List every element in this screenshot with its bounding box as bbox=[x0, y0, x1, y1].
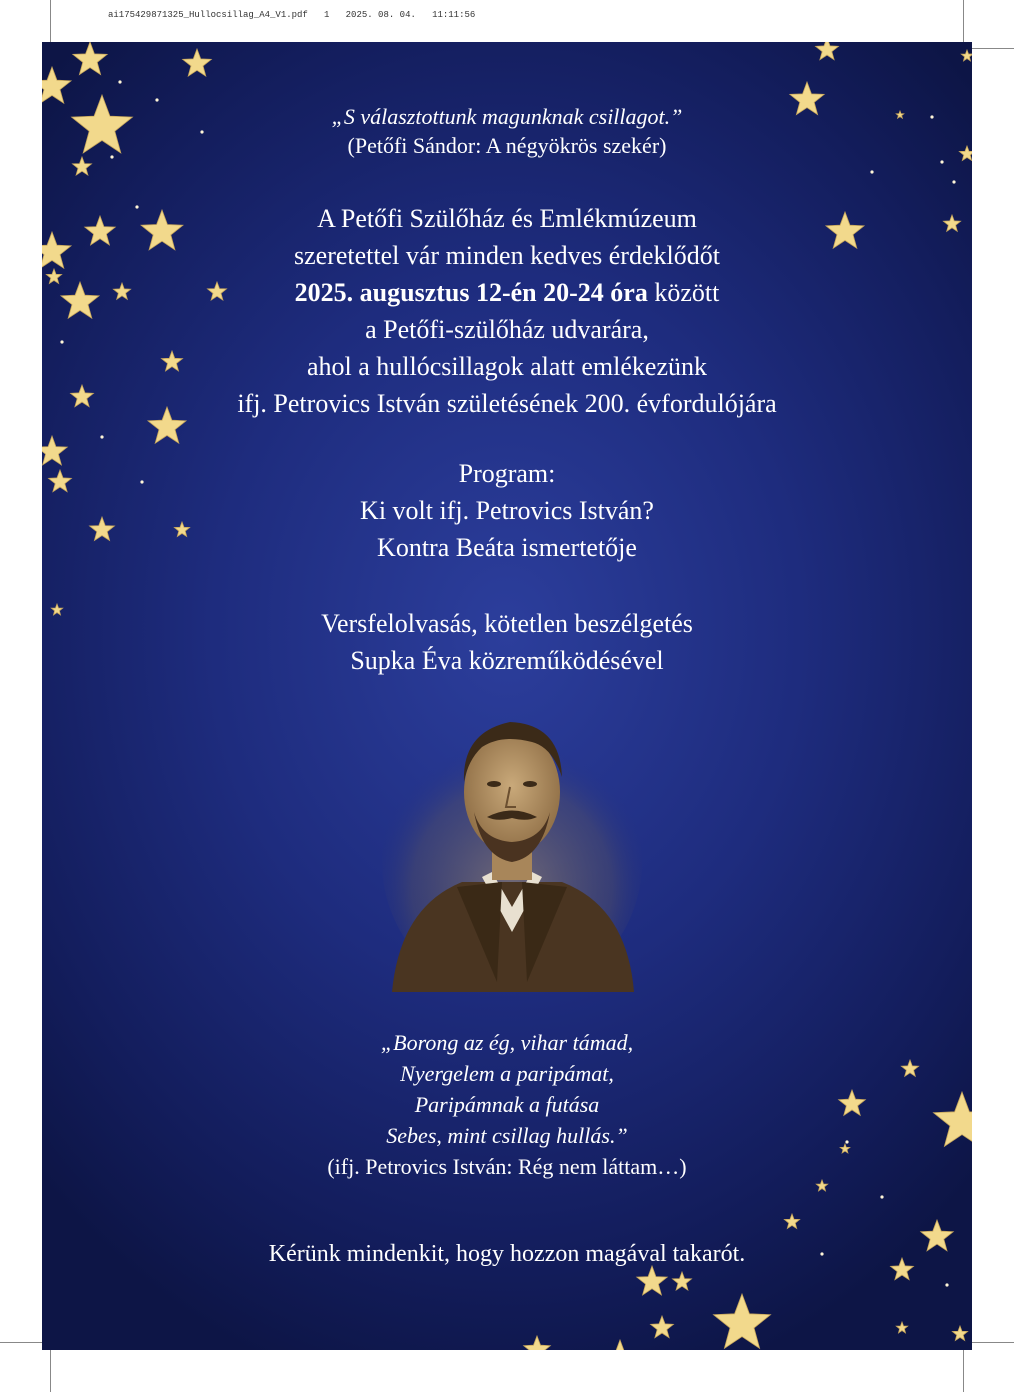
star-icon bbox=[784, 1214, 799, 1229]
top-quote bbox=[42, 102, 972, 160]
star-icon bbox=[896, 1322, 907, 1333]
crop-mark bbox=[963, 1350, 964, 1392]
star-icon bbox=[651, 1316, 674, 1338]
star-icon bbox=[714, 1294, 771, 1348]
invitation-line-6: ifj. Petrovics István születésének 200. évfordulójára bbox=[237, 389, 777, 418]
star-icon bbox=[637, 1266, 667, 1295]
crop-mark bbox=[972, 1342, 1014, 1343]
program-item-1: Ki volt ifj. Petrovics István? bbox=[360, 496, 654, 525]
poem-line-4: Sebes, mint csillag hullás.” bbox=[386, 1123, 628, 1148]
invitation-date-rest: között bbox=[647, 278, 720, 307]
top-quote-line: „S választottunk magunknak csillagot.” bbox=[331, 104, 683, 129]
portrait-image bbox=[382, 692, 642, 992]
closing-poem bbox=[42, 1027, 972, 1182]
program-reading bbox=[42, 605, 972, 679]
star-icon bbox=[673, 1272, 692, 1290]
invitation-line-1: A Petőfi Szülőház és Emlékmúzeum bbox=[317, 204, 697, 233]
sparkle-icon bbox=[945, 1283, 948, 1286]
star-icon bbox=[816, 42, 839, 60]
star-icon bbox=[952, 1326, 967, 1341]
star-icon bbox=[961, 50, 972, 61]
poem-line-1: „Borong az ég, vihar támad, bbox=[380, 1030, 634, 1055]
invitation-date: 2025. augusztus 12-én 20-24 óra bbox=[294, 278, 648, 307]
program bbox=[42, 455, 972, 566]
sparkle-icon bbox=[940, 160, 943, 163]
sparkle-icon bbox=[100, 435, 103, 438]
sparkle-icon bbox=[118, 80, 121, 83]
program-item-2-presenter: Supka Éva közreműködésével bbox=[350, 646, 664, 675]
print-time: 11:11:56 bbox=[432, 10, 476, 20]
program-item-2: Versfelolvasás, kötetlen beszélgetés bbox=[321, 609, 693, 638]
crop-mark bbox=[972, 48, 1014, 49]
program-heading: Program: bbox=[458, 459, 556, 488]
invitation bbox=[42, 200, 972, 422]
closing-note: Kérünk mindenkit, hogy hozzon magával takarót. bbox=[268, 1241, 746, 1267]
sparkle-icon bbox=[952, 180, 955, 183]
invitation-date-line bbox=[42, 274, 972, 311]
poem-line-3: Paripámnak a futása bbox=[414, 1092, 600, 1117]
poem-source: (ifj. Petrovics István: Rég nem láttam…) bbox=[327, 1154, 687, 1179]
star-icon bbox=[73, 42, 107, 75]
star-icon bbox=[524, 1336, 551, 1350]
poem-line-2: Nyergelem a paripámat, bbox=[400, 1061, 614, 1086]
crop-mark bbox=[963, 0, 964, 42]
print-date: 2025. 08. 04. bbox=[345, 10, 416, 20]
top-quote-source: (Petőfi Sándor: A négyökrös szekér) bbox=[347, 133, 667, 158]
star-icon bbox=[183, 49, 212, 76]
sparkle-icon bbox=[880, 1195, 883, 1198]
crop-mark bbox=[0, 1342, 42, 1343]
crop-mark bbox=[50, 0, 51, 42]
invitation-line-5: ahol a hullócsillagok alatt emlékezünk bbox=[307, 352, 707, 381]
print-page: 1 bbox=[324, 10, 330, 20]
invitation-line-2: szeretettel vár minden kedves érdeklődőt bbox=[294, 241, 720, 270]
print-header bbox=[108, 10, 475, 20]
star-icon bbox=[599, 1340, 641, 1350]
crop-mark bbox=[50, 1350, 51, 1392]
poster bbox=[42, 42, 972, 1350]
program-item-1-presenter: Kontra Beáta ismertetője bbox=[377, 533, 637, 562]
print-filename: ai175429871325_Hullocsillag_A4_V1.pdf bbox=[108, 10, 308, 20]
star-icon bbox=[42, 67, 71, 103]
invitation-line-4: a Petőfi-szülőház udvarára, bbox=[365, 315, 649, 344]
sparkle-icon bbox=[870, 170, 873, 173]
